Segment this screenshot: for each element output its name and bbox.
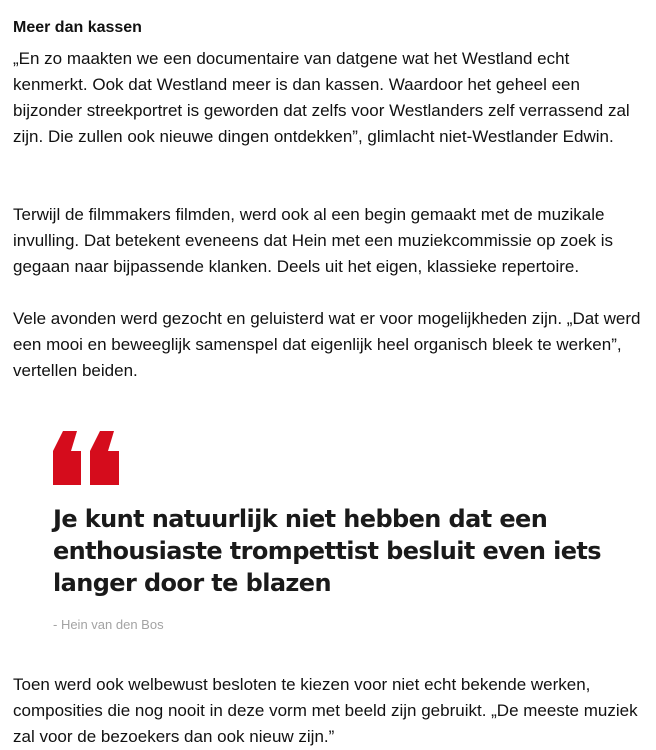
quote-text: Je kunt natuurlijk niet hebben dat een enthousiaste trompettist besluit even iets langer door te blazen [53,505,601,597]
paragraph-4: Toen werd ook welbewust besloten te kiezen voor niet echt bekende werken, composities die nog nooit in deze vorm met beeld zijn gebruikt. „De meeste muziek zal voor de bezoekers dan ook nieuw zijn.” [13,675,638,746]
paragraph-3: Vele avonden werd gezocht en geluisterd wat er voor mogelijkheden zijn. „Dat werd een mooi en beweeglijk samenspel dat eigenlijk heel organisch bleek te werken”, vertellen beiden. [13,309,641,380]
paragraph-1: „En zo maakten we een documentaire van datgene wat het Westland echt kenmerkt. Ook dat Westland meer is dan kassen. Waardoor het geheel een bijzonder streekportret is geworden dat zelfs voor Westlanders zelf verrassend zal zijn. Die zullen ook nieuwe dingen ontdekken”, glimlacht niet-Westlander Edwin. [13,49,630,146]
pull-quote [53,431,613,632]
quote-author: - Hein van den Bos [53,617,164,632]
paragraph-2: Terwijl de filmmakers filmden, werd ook al een begin gemaakt met de muzikale invulling. Dat betekent eveneens dat Hein met een muziekcommissie op zoek is gegaan naar bijpassende klanken. Deels uit het eigen, klassieke repertoire. [13,205,614,276]
section-subheading: Meer dan kassen [13,19,142,36]
quotation-mark-icon [53,431,119,485]
